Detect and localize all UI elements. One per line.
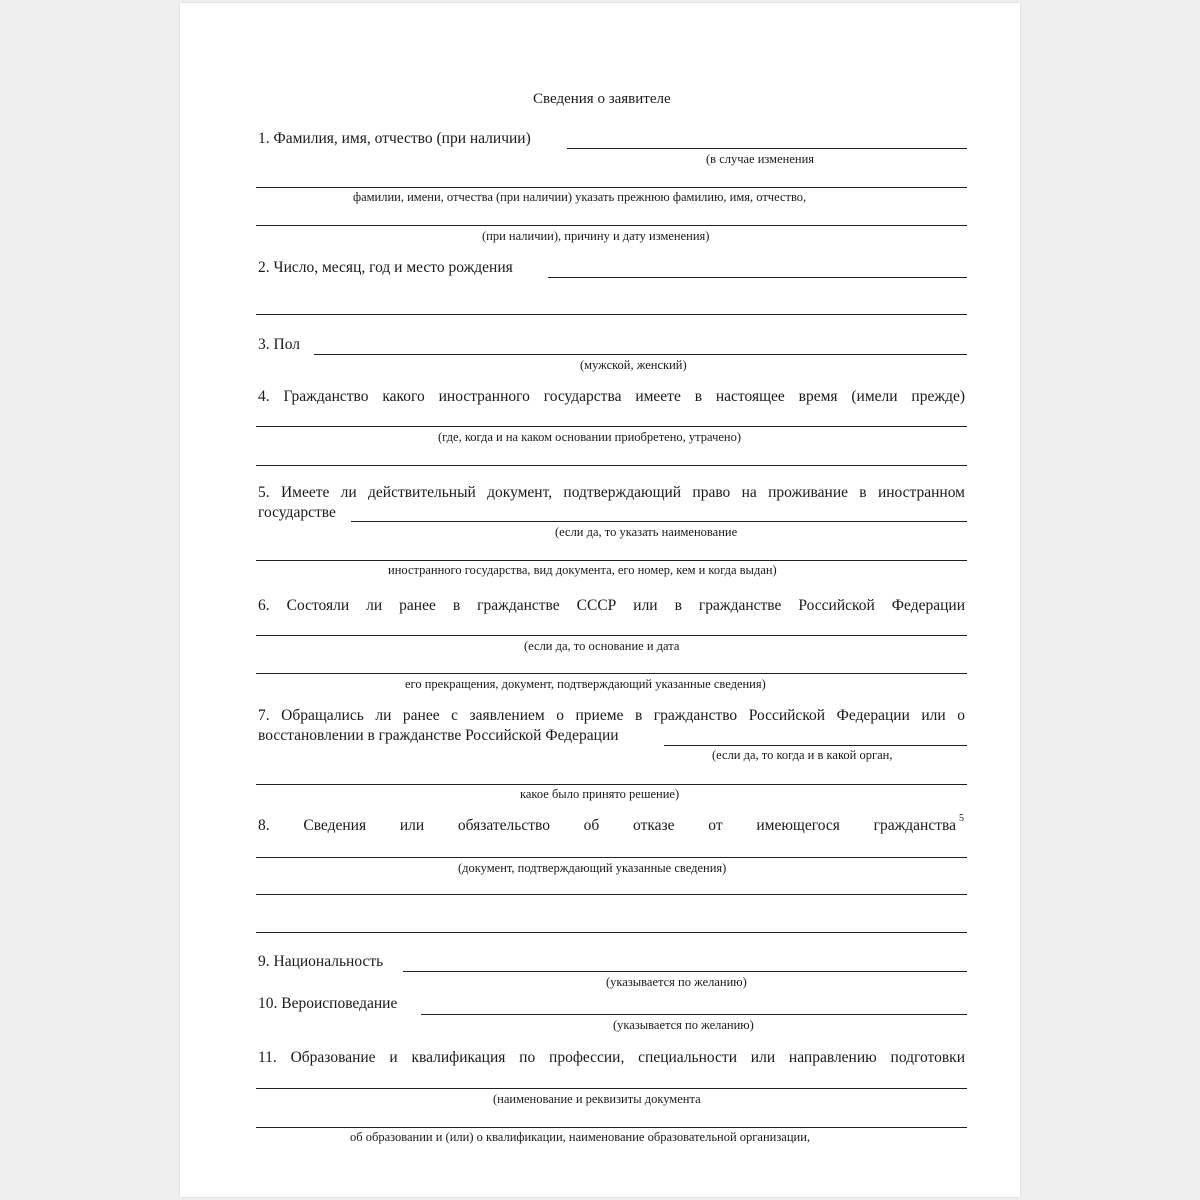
input-line-full-name-2[interactable] (256, 187, 967, 188)
hint-ussr-citizenship-b: его прекращения, документ, подтверждающий указанные сведения) (405, 677, 766, 691)
input-line-ussr-citizenship[interactable] (256, 635, 967, 636)
field-label-nationality: 9. Национальность (258, 953, 384, 970)
input-line-residence-doc[interactable] (351, 521, 967, 522)
input-line-birth-2[interactable] (256, 314, 967, 315)
input-line-renunciation-2[interactable] (256, 894, 967, 895)
input-line-education-2[interactable] (256, 1127, 967, 1128)
field-label-sex: 3. Пол (258, 336, 300, 353)
field-label-foreign-citizenship: 4. Гражданство какого иностранного государства имеете в настоящее время (имели прежде) (258, 388, 965, 405)
footnote-mark-5: 5 (959, 813, 964, 824)
hint-education-a: (наименование и реквизиты документа (493, 1092, 701, 1106)
hint-foreign-citizenship: (где, когда и на каком основании приобретено, утрачено) (438, 430, 742, 444)
input-line-education[interactable] (256, 1088, 967, 1089)
input-line-foreign-citizenship[interactable] (256, 426, 967, 427)
input-line-full-name-3[interactable] (256, 225, 967, 226)
field-label-residence-doc-2: государстве (258, 504, 336, 521)
field-label-religion: 10. Вероисповедание (258, 995, 398, 1012)
hint-religion: (указывается по желанию) (613, 1018, 754, 1032)
input-line-previous-application-2[interactable] (256, 784, 967, 785)
form-page (180, 3, 1020, 1197)
field-label-ussr-citizenship: 6. Состояли ли ранее в гражданстве СССР или в гражданстве Российской Федерации (258, 597, 965, 614)
input-line-renunciation[interactable] (256, 857, 967, 858)
input-line-nationality[interactable] (403, 971, 967, 972)
hint-sex: (мужской, женский) (580, 358, 687, 372)
input-line-religion[interactable] (421, 1014, 967, 1015)
input-line-ussr-citizenship-2[interactable] (256, 673, 967, 674)
field-label-previous-application-2: восстановлении в гражданстве Российской Федерации (258, 727, 619, 744)
input-line-sex[interactable] (314, 354, 967, 355)
input-line-birth[interactable] (548, 277, 967, 278)
hint-full-name-a: (в случае изменения (706, 152, 815, 166)
field-label-education: 11. Образование и квалификация по профессии, специальности или направлению подготовки (258, 1049, 965, 1066)
field-label-renunciation: 8. Сведения или обязательство об отказе от имеющегося гражданства (258, 817, 956, 834)
input-line-full-name[interactable] (567, 148, 967, 149)
field-label-previous-application: 7. Обращались ли ранее с заявлением о приеме в гражданство Российской Федерации или о (258, 707, 965, 724)
field-label-birth: 2. Число, месяц, год и место рождения (258, 259, 513, 276)
hint-ussr-citizenship-a: (если да, то основание и дата (524, 639, 680, 653)
hint-nationality: (указывается по желанию) (606, 975, 747, 989)
form-title: Сведения о заявителе (533, 91, 671, 107)
hint-full-name-b: фамилии, имени, отчества (при наличии) указать прежнюю фамилию, имя, отчество, (353, 190, 807, 204)
hint-residence-doc-a: (если да, то указать наименование (555, 525, 738, 539)
input-line-residence-doc-2[interactable] (256, 560, 967, 561)
hint-previous-application-b: какое было принято решение) (520, 787, 680, 801)
hint-renunciation: (документ, подтверждающий указанные сведения) (458, 861, 727, 875)
hint-residence-doc-b: иностранного государства, вид документа, его номер, кем и когда выдан) (388, 563, 777, 577)
input-line-foreign-citizenship-2[interactable] (256, 465, 967, 466)
field-label-full-name: 1. Фамилия, имя, отчество (при наличии) (258, 130, 531, 147)
hint-full-name-c: (при наличии), причину и дату изменения) (482, 229, 710, 243)
hint-education-b: об образовании и (или) о квалификации, наименование образовательной организации, (350, 1130, 811, 1144)
input-line-previous-application[interactable] (664, 745, 967, 746)
hint-previous-application-a: (если да, то когда и в какой орган, (712, 748, 893, 762)
input-line-renunciation-3[interactable] (256, 932, 967, 933)
field-label-residence-doc: 5. Имеете ли действительный документ, подтверждающий право на проживание в иностранном (258, 484, 965, 501)
